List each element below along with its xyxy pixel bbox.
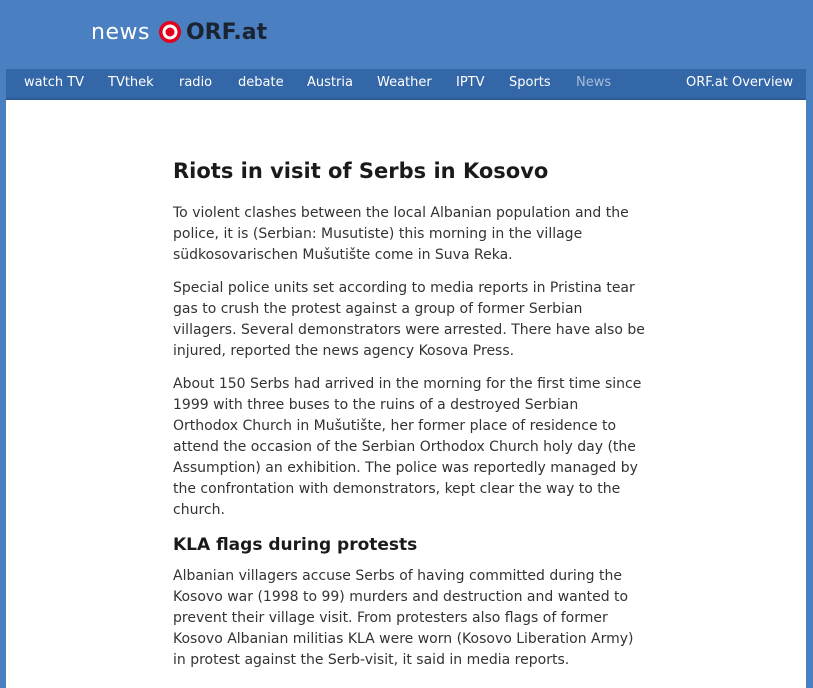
orf-target-icon — [158, 20, 182, 44]
nav-item-weather[interactable]: Weather — [377, 75, 432, 90]
nav-item-news[interactable]: News — [576, 75, 612, 90]
article-paragraph: Albanian villagers accuse Serbs of having committed during the Kosovo war (1998 to 99) murders and destruction and wanted to prevent their village visit. From protesters also flags of former Kosovo Albanian militias KLA were worn (Kosovo Liberation Army) in protest against the Serb-visit, it said in media reports. — [173, 568, 634, 668]
logo-orf-text: ORF.at — [185, 19, 268, 45]
news-article — [173, 156, 645, 683]
logo-news-text: news — [91, 19, 150, 45]
nav-item-orf-overview[interactable]: ORF.at Overview — [686, 75, 794, 90]
nav-item-iptv[interactable]: IPTV — [456, 75, 485, 90]
nav-item-tvthek[interactable]: TVthek — [108, 75, 154, 90]
nav-item-sports[interactable]: Sports — [509, 75, 551, 90]
nav-item-debate[interactable]: debate — [238, 75, 284, 90]
article-paragraph: About 150 Serbs had arrived in the morning for the first time since 1999 with three buses to the ruins of a destroyed Serbian Orthodox Church in Mušutište, her former place of residence to attend the occasion of the Serbian Orthodox Church holy day (the Assumption) an exhibition. The police was reportedly managed by the confrontation with demonstrators, kept clear the way to the church. — [173, 376, 642, 518]
article-paragraph: To violent clashes between the local Albanian population and the police, it is (Serbian: Musutiste) this morning in the village südkosovarischen Mušutište come in Suva Reka. — [173, 205, 629, 263]
article-title: Riots in visit of Serbs in Kosovo — [173, 159, 549, 183]
nav-item-watch-tv[interactable]: watch TV — [24, 75, 85, 90]
site-logo[interactable] — [91, 17, 267, 47]
main-navigation — [6, 69, 806, 100]
nav-item-radio[interactable]: radio — [179, 75, 213, 90]
article-paragraph: Special police units set according to media reports in Pristina tear gas to crush the protest against a group of former Serbian villagers. Several demonstrators were arrested. There have also be injured, reported the news agency Kosova Press. — [173, 280, 645, 359]
nav-item-austria[interactable]: Austria — [307, 75, 353, 90]
content-area — [6, 100, 806, 688]
article-subheading: KLA flags during protests — [173, 535, 418, 555]
